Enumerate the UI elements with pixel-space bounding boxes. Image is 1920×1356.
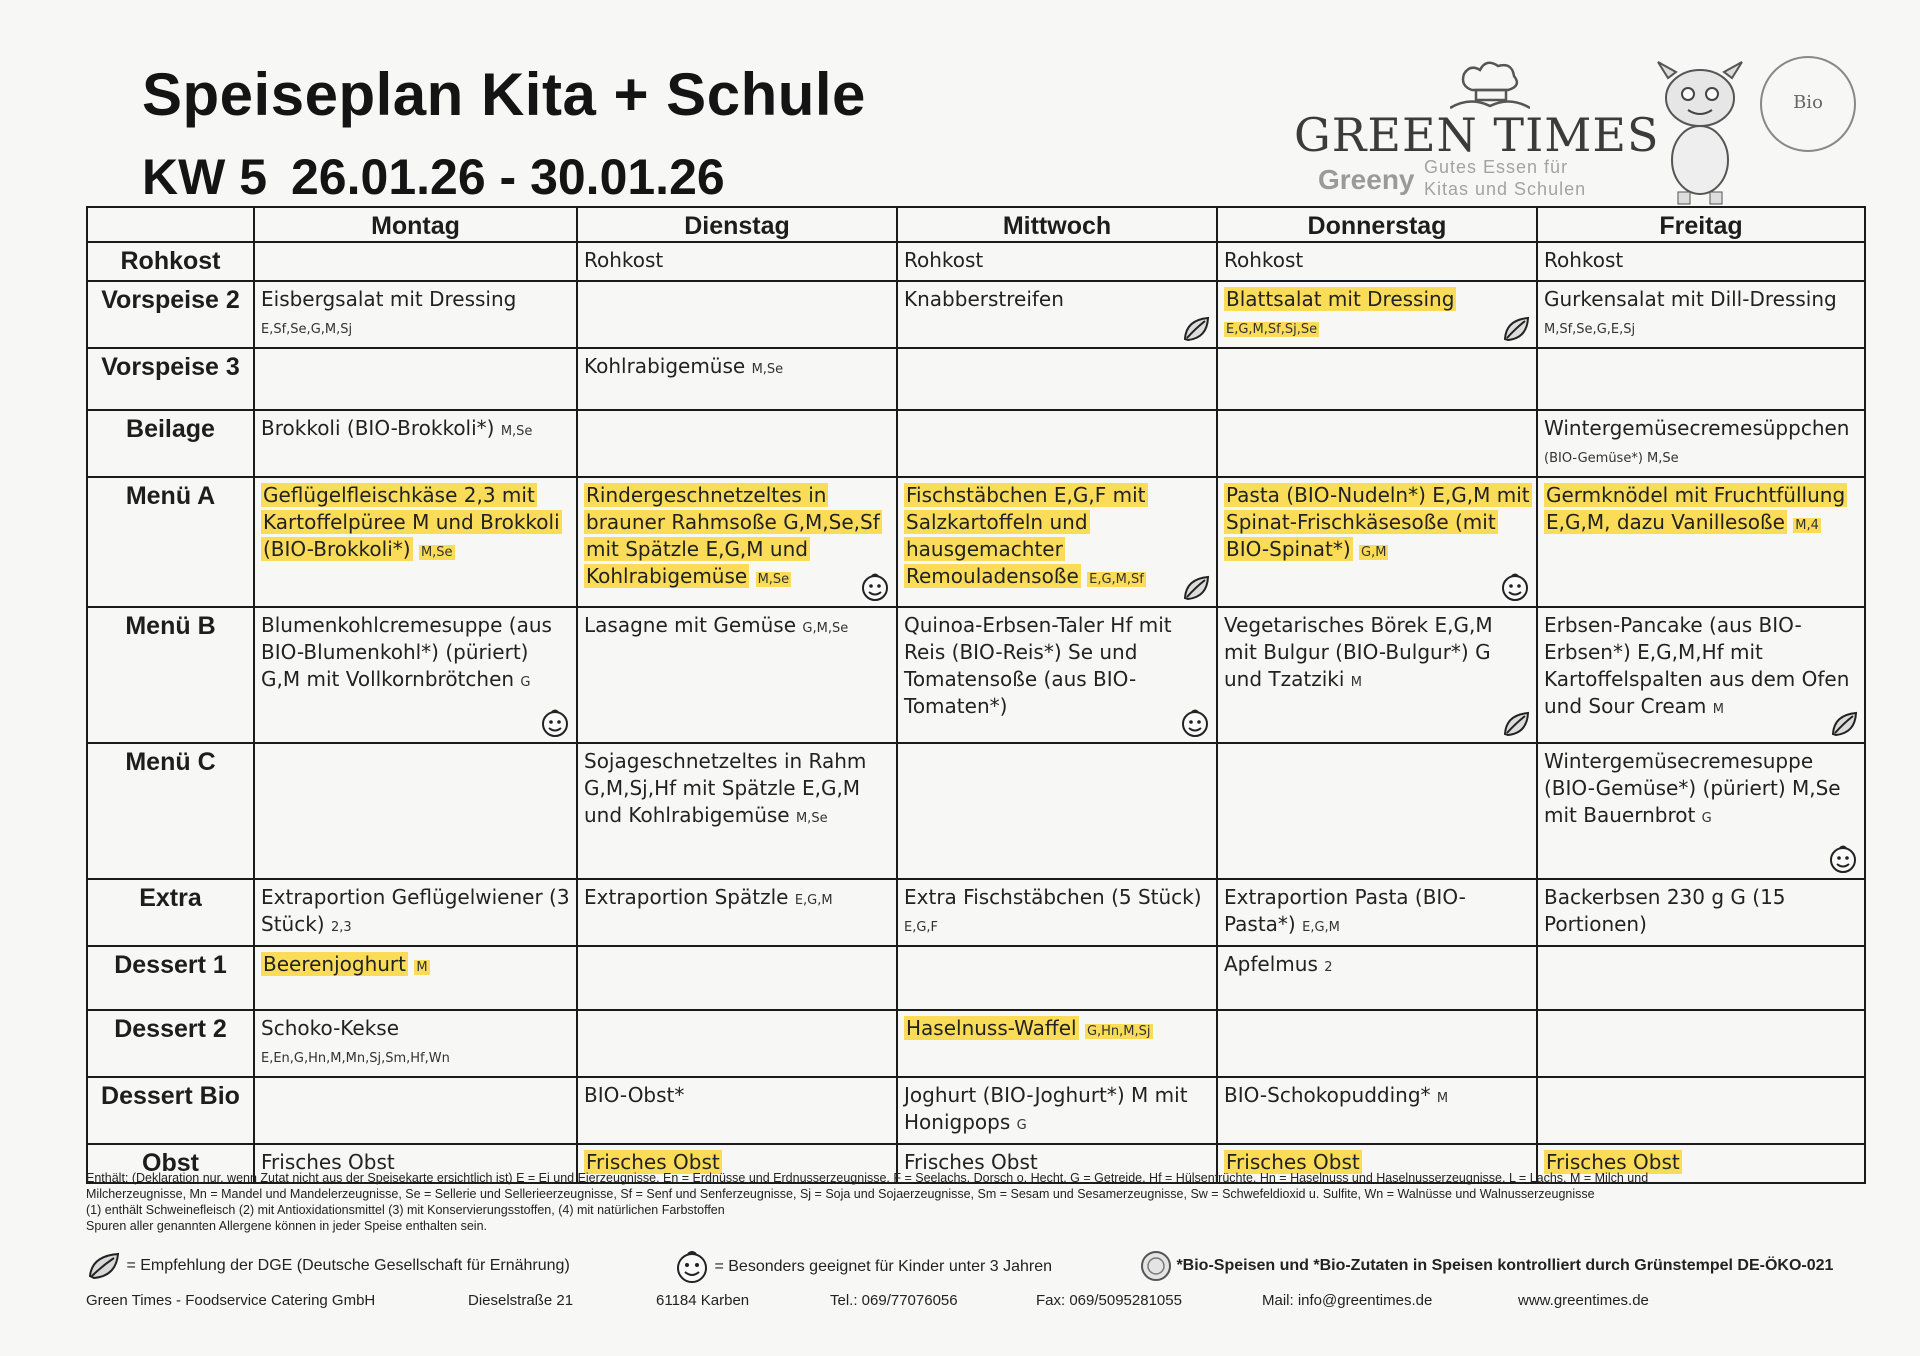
dish-text: Rindergeschnetzeltes in brauner Rahmsoße G,M,Se,Sf mit Spätzle E,G,M und Kohlrabigemüse xyxy=(586,483,880,588)
row-label: Dessert 1 xyxy=(87,946,254,1010)
row-label: Beilage xyxy=(87,410,254,477)
week-heading xyxy=(142,148,725,206)
dish xyxy=(1224,1082,1530,1112)
dish-text: Rohkost xyxy=(1544,248,1624,272)
allergen-codes: M xyxy=(416,960,428,975)
dge-leaf-icon xyxy=(1830,710,1858,738)
menu-cell xyxy=(254,743,577,879)
footer-city: 61184 Karben xyxy=(656,1292,750,1309)
menu-cell xyxy=(1217,879,1537,946)
menu-cell xyxy=(254,348,577,410)
dish xyxy=(1544,884,1858,938)
tagline-line-2: Kitas und Schulen xyxy=(1424,179,1587,199)
dish xyxy=(1224,482,1530,566)
menu-cell xyxy=(1537,348,1865,410)
menu-cell xyxy=(254,1010,577,1077)
dish xyxy=(1544,748,1858,832)
menu-row xyxy=(87,946,1865,1010)
menu-cell xyxy=(577,879,897,946)
dish xyxy=(584,748,890,832)
footer-street: Dieselstraße 21 xyxy=(468,1292,574,1309)
menu-row xyxy=(87,879,1865,946)
dish-text: Rohkost xyxy=(584,248,664,272)
allergen-codes: E,G,M,Sf xyxy=(1089,572,1144,587)
dish-text: Wintergemüsecremesuppe (BIO-Gemüse*) (püriert) M,Se mit Bauernbrot xyxy=(1544,749,1841,827)
menu-cell xyxy=(1537,879,1865,946)
menu-row xyxy=(87,410,1865,477)
dish-text: Wintergemüsecremesüppchen xyxy=(1544,416,1850,440)
day-header-row xyxy=(87,207,1865,242)
row-label: Vorspeise 2 xyxy=(87,281,254,348)
dish xyxy=(904,286,1210,313)
day-header: Donnerstag xyxy=(1217,207,1537,242)
menu-cell xyxy=(1217,281,1537,348)
legend-line: Spuren aller genannten Allergene können in jeder Speise enthalten sein. xyxy=(86,1219,487,1233)
dish xyxy=(1544,612,1858,723)
menu-cell xyxy=(577,607,897,743)
child-face-icon xyxy=(674,1250,710,1284)
menu-cell xyxy=(897,1077,1217,1144)
menu-cell xyxy=(897,607,1217,743)
dish xyxy=(261,612,570,696)
dish-text: Beerenjoghurt xyxy=(263,952,406,976)
dish-text: Fischstäbchen E,G,F mit Salzkartoffeln und hausgemachter Remouladensoße xyxy=(906,483,1146,588)
menu-cell xyxy=(1217,1077,1537,1144)
allergen-codes: M,Se xyxy=(420,545,453,560)
allergen-codes: 2,3 xyxy=(330,920,352,935)
menu-row xyxy=(87,1077,1865,1144)
dish xyxy=(584,482,890,593)
dish xyxy=(1224,612,1530,696)
menu-cell xyxy=(254,879,577,946)
dge-leaf-icon xyxy=(1182,574,1210,602)
child-face-icon xyxy=(540,708,570,738)
allergen-codes: M xyxy=(1712,702,1724,717)
dish-text: Frisches Obst xyxy=(1226,1150,1360,1174)
week-dates: 26.01.26 - 30.01.26 xyxy=(291,149,725,205)
dge-leaf-icon xyxy=(1182,315,1210,343)
menu-cell xyxy=(1217,242,1537,281)
dish xyxy=(261,482,570,566)
dish-text: Pasta (BIO-Nudeln*) E,G,M mit Spinat-Frischkäsesoße (mit BIO-Spinat*) xyxy=(1226,483,1530,561)
allergen-codes: M xyxy=(1436,1091,1449,1106)
day-header: Dienstag xyxy=(577,207,897,242)
allergen-codes: 2 xyxy=(1324,960,1333,975)
menu-cell xyxy=(1217,946,1537,1010)
dge-leaf-icon xyxy=(86,1250,122,1282)
menu-cell xyxy=(1537,1010,1865,1077)
day-header: Montag xyxy=(254,207,577,242)
dish-text: Extraportion Geflügelwiener (3 Stück) xyxy=(261,885,570,936)
dish xyxy=(1224,247,1530,274)
kid-key-text: = Besonders geeignet für Kinder unter 3 Jahren xyxy=(714,1258,1053,1276)
dish xyxy=(1224,884,1530,941)
dish xyxy=(1544,415,1858,472)
dge-leaf-icon xyxy=(1502,710,1530,738)
dish xyxy=(584,612,890,642)
footer-web[interactable]: www.greentimes.de xyxy=(1518,1292,1649,1309)
menu-cell xyxy=(897,477,1217,607)
dish-text: Rohkost xyxy=(904,248,984,272)
allergen-codes: M xyxy=(1350,675,1362,690)
allergen-codes: M,Se xyxy=(500,424,533,439)
menu-cell xyxy=(577,946,897,1010)
footer-fax: Fax: 069/5095281055 xyxy=(1036,1292,1182,1309)
dish-text: Eisbergsalat mit Dressing xyxy=(261,287,517,311)
dish-text: Vegetarisches Börek E,G,M mit Bulgur (BIO-Bulgur*) G und Tzatziki xyxy=(1224,613,1493,691)
child-face-icon xyxy=(860,572,890,602)
menu-cell xyxy=(577,743,897,879)
menu-cell xyxy=(897,879,1217,946)
page-title: Speiseplan Kita + Schule xyxy=(142,61,866,128)
dish xyxy=(904,884,1210,941)
allergen-codes: G xyxy=(1701,811,1712,826)
allergen-codes: G xyxy=(1016,1118,1027,1133)
mascot-icon xyxy=(1640,48,1760,208)
menu-cell xyxy=(577,477,897,607)
tagline-line-1: Gutes Essen für xyxy=(1424,157,1569,177)
dish-text: Frisches Obst xyxy=(586,1150,720,1174)
icon-keys xyxy=(86,1244,1886,1284)
row-label: Rohkost xyxy=(87,242,254,281)
dge-key-text: = Empfehlung der DGE (Deutsche Gesellschaft für Ernährung) xyxy=(126,1257,570,1275)
dish xyxy=(261,286,570,343)
dish-text: Frisches Obst xyxy=(1546,1150,1680,1174)
dish-text: Extra Fischstäbchen (5 Stück) xyxy=(904,885,1202,909)
dish-text: Rohkost xyxy=(1224,248,1304,272)
allergen-codes: E,G,M,Sf,Sj,Se xyxy=(1226,322,1318,337)
allergen-codes: (BIO-Gemüse*) M,Se xyxy=(1544,451,1679,466)
menu-cell xyxy=(1537,410,1865,477)
menu-row xyxy=(87,607,1865,743)
menu-cell xyxy=(1217,410,1537,477)
allergen-codes: E,En,G,Hn,M,Mn,Sj,Sm,Hf,Wn xyxy=(261,1051,450,1066)
footer-company: Green Times - Foodservice Catering GmbH xyxy=(86,1292,376,1309)
menu-cell xyxy=(1537,1077,1865,1144)
dish xyxy=(261,884,570,941)
menu-cell xyxy=(897,281,1217,348)
dish xyxy=(1544,286,1858,343)
dish-text: Blumenkohlcremesuppe (aus BIO-Blumenkohl*) (püriert) G,M mit Vollkornbrötchen xyxy=(261,613,552,691)
child-face-icon xyxy=(1180,708,1210,738)
menu-cell xyxy=(1537,946,1865,1010)
dish-text: Frisches Obst xyxy=(904,1150,1038,1174)
menu-cell xyxy=(577,242,897,281)
menu-cell xyxy=(1217,348,1537,410)
menu-rows xyxy=(87,242,1865,1183)
dish-text: Sojageschnetzeltes in Rahm G,M,Sj,Hf mit Spätzle E,G,M und Kohlrabigemüse xyxy=(584,749,867,827)
dish-text: Knabberstreifen xyxy=(904,287,1064,311)
dish xyxy=(1544,482,1858,539)
dish-text: Erbsen-Pancake (aus BIO-Erbsen*) E,G,M,Hf mit Kartoffelspalten aus dem Ofen und Sour Cream xyxy=(1544,613,1850,718)
allergen-codes: E,G,M xyxy=(1302,920,1340,935)
dish xyxy=(1544,247,1858,274)
kid-key xyxy=(674,1250,1052,1284)
bio-seal: Bio xyxy=(1760,56,1856,152)
menu-cell xyxy=(254,410,577,477)
bio-key xyxy=(1140,1250,1833,1282)
row-label: Obst xyxy=(87,1144,254,1183)
menu-cell xyxy=(254,477,577,607)
dish-text: Lasagne mit Gemüse xyxy=(584,613,797,637)
menu-cell xyxy=(254,281,577,348)
dish-text: Gurkensalat mit Dill-Dressing xyxy=(1544,287,1837,311)
chef-hat-icon xyxy=(1450,56,1530,112)
dge-leaf-icon xyxy=(1502,315,1530,343)
dish-text: BIO-Schokopudding* xyxy=(1224,1083,1431,1107)
menu-table xyxy=(86,206,1866,1184)
dish-text: Geflügelfleischkäse 2,3 mit Kartoffelpüree M und Brokkoli (BIO-Brokkoli*) xyxy=(263,483,560,561)
menu-row xyxy=(87,743,1865,879)
allergen-codes: E,Sf,Se,G,M,Sj xyxy=(261,322,353,337)
dish xyxy=(261,415,570,445)
menu-cell xyxy=(1217,743,1537,879)
dish-text: Kohlrabigemüse xyxy=(584,354,746,378)
dish-text: Schoko-Kekse xyxy=(261,1016,400,1040)
menu-cell xyxy=(577,348,897,410)
dge-key xyxy=(86,1250,570,1282)
dish xyxy=(584,1082,890,1109)
menu-cell xyxy=(897,743,1217,879)
dish xyxy=(584,247,890,274)
menu-cell xyxy=(1537,607,1865,743)
menu-cell xyxy=(1537,281,1865,348)
bio-stamp-icon xyxy=(1140,1250,1172,1282)
allergen-codes: E,G,F xyxy=(904,920,939,935)
allergen-legend xyxy=(86,1170,1866,1234)
dish xyxy=(584,353,890,383)
day-header: Mittwoch xyxy=(897,207,1217,242)
green-times-logo xyxy=(1290,48,1870,208)
dish xyxy=(584,884,890,914)
menu-cell xyxy=(254,1077,577,1144)
menu-cell xyxy=(1537,242,1865,281)
dish-text: Apfelmus xyxy=(1224,952,1318,976)
child-face-icon xyxy=(1828,844,1858,874)
dish-text: Germknödel mit Fruchtfüllung E,G,M, dazu Vanillesoße xyxy=(1546,483,1846,534)
legend-line: Enthält: (Deklaration nur, wenn Zutat nicht aus der Speisekarte ersichtlich ist) E = Ei und Eierzeugnisse, En = Erdnüsse und Erdnusserzeugnisse, F = Seelachs, Dorsch o. Hecht, G = Getreide, Hf = Hülsenfrüchte, Hn = Haselnuss und Haselnusserzeugnisse, L = Lachs, M = Milch und xyxy=(86,1171,1649,1185)
menu-cell xyxy=(897,1010,1217,1077)
menu-cell xyxy=(1217,607,1537,743)
menu-row xyxy=(87,281,1865,348)
menu-cell xyxy=(254,946,577,1010)
dish xyxy=(261,951,570,981)
dish-text: Blattsalat mit Dressing xyxy=(1226,287,1455,311)
allergen-codes: M,4 xyxy=(1795,518,1819,533)
dish-text: Haselnuss-Waffel xyxy=(906,1016,1077,1040)
row-label: Menü B xyxy=(87,607,254,743)
row-label: Menü A xyxy=(87,477,254,607)
allergen-codes: G,Hn,M,Sj xyxy=(1086,1024,1151,1039)
corner-cell xyxy=(87,207,254,242)
dish-text: BIO-Obst* xyxy=(584,1083,685,1107)
brand-name: GREEN TIMES xyxy=(1294,108,1660,162)
dish xyxy=(904,612,1210,720)
allergen-codes: M,Se xyxy=(751,362,784,377)
child-face-icon xyxy=(1500,572,1530,602)
dish xyxy=(1224,286,1530,343)
menu-cell xyxy=(1537,477,1865,607)
menu-cell xyxy=(577,281,897,348)
dish xyxy=(904,1082,1210,1139)
menu-row xyxy=(87,1010,1865,1077)
dish-text: Extraportion Pasta (BIO-Pasta*) xyxy=(1224,885,1466,936)
dish-text: Brokkoli (BIO-Brokkoli*) xyxy=(261,416,495,440)
mascot-name: Greeny xyxy=(1318,164,1415,195)
menu-cell xyxy=(1217,1010,1537,1077)
row-label: Vorspeise 3 xyxy=(87,348,254,410)
menu-row xyxy=(87,477,1865,607)
bio-key-text: *Bio-Speisen und *Bio-Zutaten in Speisen kontrolliert durch Grünstempel DE-ÖKO-021 xyxy=(1176,1257,1834,1275)
brand-tagline xyxy=(1424,156,1586,200)
dish xyxy=(1224,951,1530,981)
menu-cell xyxy=(1217,477,1537,607)
dish-text: Extraportion Spätzle xyxy=(584,885,789,909)
week-number: KW 5 xyxy=(142,149,267,205)
menu-cell xyxy=(897,242,1217,281)
menu-cell xyxy=(254,242,577,281)
dish xyxy=(904,1015,1210,1045)
dish-text: Backerbsen 230 g G (15 Portionen) xyxy=(1544,885,1786,936)
row-label: Extra xyxy=(87,879,254,946)
day-header: Freitag xyxy=(1537,207,1865,242)
dish-text: Joghurt (BIO-Joghurt*) M mit Honigpops xyxy=(904,1083,1188,1134)
dish xyxy=(261,1015,570,1072)
allergen-codes: E,G,M xyxy=(794,893,833,908)
footer-tel: Tel.: 069/77076056 xyxy=(830,1292,958,1309)
menu-row xyxy=(87,242,1865,281)
menu-cell xyxy=(897,348,1217,410)
allergen-codes: G,M,Se xyxy=(802,621,849,636)
menu-cell xyxy=(577,1010,897,1077)
dish-text: Quinoa-Erbsen-Taler Hf mit Reis (BIO-Reis*) Se und Tomatensoße (aus BIO-Tomaten*) xyxy=(904,613,1172,718)
allergen-codes: M,Se xyxy=(795,811,828,826)
menu-cell xyxy=(577,1077,897,1144)
menu-row xyxy=(87,348,1865,410)
dish-text: Frisches Obst xyxy=(261,1150,395,1174)
row-label: Menü C xyxy=(87,743,254,879)
menu-cell xyxy=(254,607,577,743)
dish xyxy=(904,482,1210,593)
allergen-codes: G,M xyxy=(1361,545,1387,560)
row-label: Dessert 2 xyxy=(87,1010,254,1077)
footer-mail[interactable]: Mail: info@greentimes.de xyxy=(1262,1292,1433,1309)
allergen-codes: M,Sf,Se,G,E,Sj xyxy=(1544,322,1636,337)
allergen-codes: M,Se xyxy=(757,572,790,587)
menu-cell xyxy=(577,410,897,477)
menu-cell xyxy=(897,946,1217,1010)
menu-cell xyxy=(1537,743,1865,879)
legend-line: Milcherzeugnisse, Mn = Mandel und Mandelerzeugnisse, Se = Sellerie und Sellerieerzeugnisse, Sf = Senf und Senferzeugnisse, Sj = Soja und Sojaerzeugnisse, Sm = Sesam und Sesamerzeugnisse, Sw = Schwefeldioxid u. Sulfite, Wn = Walnüsse und Walnusserzeugnisse xyxy=(86,1187,1595,1201)
dish xyxy=(904,247,1210,274)
menu-cell xyxy=(897,410,1217,477)
allergen-codes: G xyxy=(520,675,531,690)
legend-line: (1) enthält Schweinefleisch (2) mit Antioxidationsmittel (3) mit Konservierungsstoffen, (4) mit natürlichen Farbstoffen xyxy=(86,1203,725,1217)
row-label: Dessert Bio xyxy=(87,1077,254,1144)
